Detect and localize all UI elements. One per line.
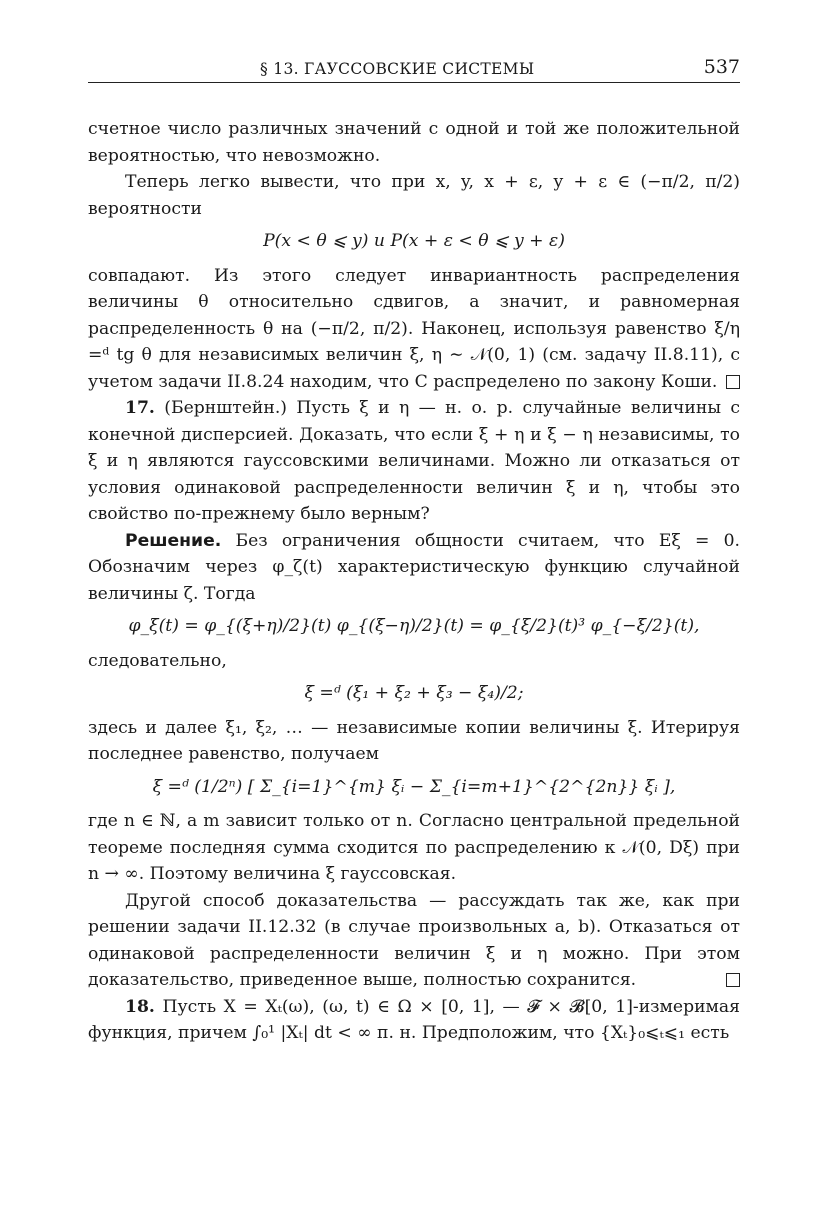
paragraph-text: (Бернштейн.) Пусть ξ и η — н. о. р. случайные величины с конечной дисперсией. Доказать, что если ξ + η и ξ − η независимы, то ξ и η являются гауссовскими величинами. Можно ли отказаться от условия одинаковой распределенности величин ξ и η, чтобы это свойство по-прежнему было верным? bbox=[88, 398, 740, 524]
paragraph-text: следовательно, bbox=[88, 650, 227, 671]
running-header bbox=[88, 56, 740, 83]
paragraph bbox=[88, 888, 740, 994]
paragraph bbox=[88, 116, 740, 169]
paragraph-text: Другой способ доказательства — рассуждать так же, как при решении задачи II.12.32 (в случае произвольных a, b). Отказаться от одинаковой распределенности величин ξ и η можно. При этом доказательство, приведенное выше, полностью сохранится. bbox=[88, 890, 740, 990]
paragraph-text: где n ∈ ℕ, а m зависит только от n. Согласно центральной предельной теореме последняя сумма сходится по распределению к 𝒩(0, Dξ) при n → ∞. Поэтому величина ξ гауссовская. bbox=[88, 811, 740, 884]
problem-label: 17. bbox=[125, 398, 155, 418]
qed-square-icon bbox=[726, 375, 740, 389]
display-formula: P(x < θ ⩽ y) и P(x + ε < θ ⩽ y + ε) bbox=[263, 231, 565, 251]
paragraph bbox=[88, 994, 740, 1047]
paragraph bbox=[88, 715, 740, 768]
paragraph bbox=[88, 263, 740, 396]
header-title: § 13. ГАУССОВСКИЕ СИСТЕМЫ bbox=[260, 60, 535, 78]
paragraph-text: счетное число различных значений с одной и той же положительной вероятностью, что невозможно. bbox=[88, 119, 740, 166]
problem-label: 18. bbox=[125, 996, 155, 1017]
paragraph bbox=[88, 528, 740, 608]
paragraph bbox=[88, 395, 740, 528]
paragraph-text: Пусть X = Xₜ(ω), (ω, t) ∈ Ω × [0, 1], — 𝓕 × 𝓑[0, 1]-измеримая функция, причем ∫₀¹ |Xₜ| dt < ∞ п. н. Предположим, что {Xₜ}₀⩽ₜ⩽₁ есть bbox=[88, 996, 740, 1043]
paragraph-text: здесь и далее ξ₁, ξ₂, … — независимые копии величины ξ. Итерируя последнее равенство, получаем bbox=[88, 717, 740, 764]
paragraph bbox=[88, 169, 740, 222]
paragraph-text: Теперь легко вывести, что при x, y, x + ε, y + ε ∈ (−π/2, π/2) вероятности bbox=[88, 172, 740, 219]
paragraph bbox=[88, 808, 740, 888]
page-body bbox=[88, 116, 740, 1047]
page-number: 537 bbox=[703, 56, 740, 78]
book-page bbox=[88, 56, 740, 1043]
paragraph bbox=[88, 648, 740, 675]
qed-square-icon bbox=[726, 973, 740, 987]
problem-label: Решение. bbox=[125, 530, 222, 551]
display-formula: ξ =ᵈ (ξ₁ + ξ₂ + ξ₃ − ξ₄)/2; bbox=[304, 683, 524, 703]
display-formula: ξ =ᵈ (1/2ⁿ) [ Σ_{i=1}^{m} ξᵢ − Σ_{i=m+1}^{2^{2n}} ξᵢ ], bbox=[152, 776, 676, 797]
paragraph-text: совпадают. Из этого следует инвариантность распределения величины θ относительно сдвигов, а значит, и равномерная распределенность θ на (−π/2, π/2). Наконец, используя равенство ξ/η =ᵈ tg θ для независимых величин ξ, η ∼ 𝒩(0, 1) (см. задачу II.8.11), с учетом задачи II.8.24 находим, что C распределено по закону Коши. bbox=[88, 265, 740, 392]
display-formula: φ_ξ(t) = φ_{(ξ+η)/2}(t) φ_{(ξ−η)/2}(t) = φ_{ξ/2}(t)³ φ_{−ξ/2}(t), bbox=[128, 616, 700, 636]
paragraph-text: Без ограничения общности считаем, что Eξ = 0. Обозначим через φ_ζ(t) характеристическую функцию случайной величины ζ. Тогда bbox=[88, 530, 740, 604]
